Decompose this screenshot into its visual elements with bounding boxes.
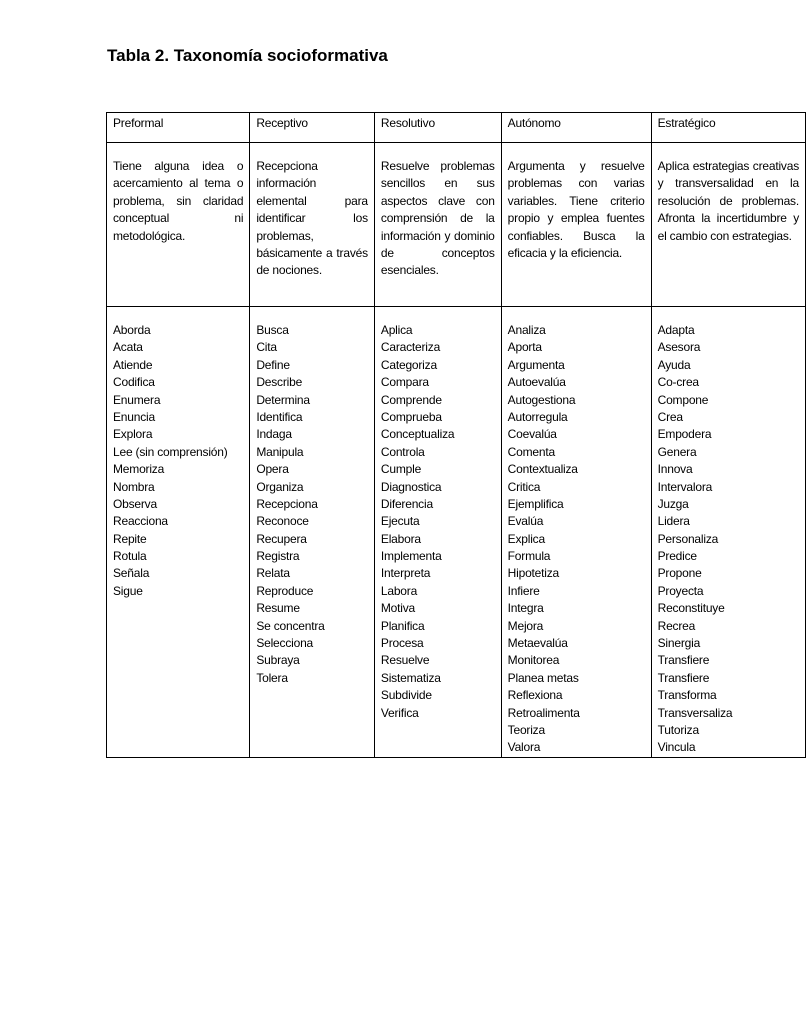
description-text: Resuelve problemas sencillos en sus aspectos clave con comprensión de la información y dominio de conceptos esenciales.	[380, 159, 495, 278]
verb-item: Diagnostica	[380, 479, 442, 494]
verb-item: Reconstituye	[657, 601, 725, 616]
header-label: Preformal	[113, 116, 164, 130]
verb-item: Codifica	[113, 375, 155, 390]
verbs-cell	[107, 307, 250, 758]
verb-item: Aplica	[380, 323, 413, 337]
verb-item: Procesa	[380, 636, 424, 651]
verb-item: Reacciona	[113, 514, 168, 529]
header-cell-estrategico	[651, 113, 805, 143]
verb-list	[256, 322, 368, 687]
verb-item: Contextualiza	[507, 462, 578, 477]
verb-item: Adapta	[657, 323, 695, 337]
verb-item: Lidera	[657, 514, 690, 529]
verb-item: Enuncia	[113, 409, 155, 424]
verb-item: Caracteriza	[380, 340, 441, 355]
verb-item: Comprueba	[380, 409, 442, 424]
verb-item: Observa	[113, 496, 157, 511]
description-text: Tiene alguna idea o acercamiento al tema o problema, sin claridad conceptual ni metodológica.	[113, 159, 244, 243]
verb-item: Controla	[380, 444, 425, 459]
verbs-row	[107, 307, 806, 758]
verb-item: Juzga	[657, 496, 689, 511]
verb-item: Recrea	[657, 618, 696, 633]
page-title: Tabla 2. Taxonomía socioformativa	[107, 46, 388, 65]
verb-list	[113, 322, 243, 600]
verb-item: Proyecta	[657, 583, 704, 598]
verb-item: Transfiere	[657, 670, 710, 685]
verb-item: Aporta	[507, 340, 542, 355]
verb-item: Explica	[507, 531, 545, 546]
verb-item: Planea metas	[507, 670, 579, 685]
verb-item: Propone	[657, 566, 702, 581]
verb-list	[508, 322, 645, 757]
verb-item: Sinergia	[657, 636, 701, 651]
verb-item: Predice	[657, 549, 697, 564]
verb-item: Implementa	[380, 549, 442, 564]
verb-item: Selecciona	[256, 636, 314, 651]
verb-item: Rotula	[113, 549, 147, 564]
verb-item: Innova	[657, 462, 693, 477]
verb-item: Coevalúa	[507, 427, 557, 442]
verb-item: Organiza	[256, 479, 304, 494]
verb-item: Categoriza	[380, 357, 437, 372]
verb-item: Resume	[256, 601, 300, 616]
verb-item: Enumera	[113, 392, 161, 407]
verb-item: Indaga	[256, 427, 292, 442]
verb-item: Compone	[657, 392, 709, 407]
verb-item: Crea	[657, 409, 683, 424]
verb-item: Atiende	[113, 357, 153, 372]
verb-item: Sigue	[113, 583, 143, 598]
verb-item: Registra	[256, 549, 300, 564]
verbs-cell	[250, 307, 375, 758]
header-label: Resolutivo	[380, 116, 435, 130]
verb-item: Describe	[256, 375, 303, 390]
verb-item: Elabora	[380, 531, 421, 546]
verb-item: Mejora	[507, 618, 544, 633]
verb-item: Nombra	[113, 479, 155, 494]
verb-item: Autoevalúa	[507, 375, 566, 390]
description-text: Aplica estrategias creativas y transversalidad en la resolución de problemas. Afronta la incertidumbre y el cambio con estrategias.	[657, 159, 799, 243]
verb-item: Interpreta	[380, 566, 431, 581]
description-text: Recepciona información elemental para identificar los problemas, básicamente a través de nociones.	[256, 159, 368, 278]
verb-item: Planifica	[380, 618, 425, 633]
verb-item: Transfiere	[657, 653, 710, 668]
verb-item: Verifica	[380, 705, 419, 720]
verb-item: Transversaliza	[657, 705, 733, 720]
verb-item: Acata	[113, 340, 143, 355]
verb-item: Labora	[380, 583, 418, 598]
verb-item: Comenta	[507, 444, 555, 459]
verb-item: Comprende	[380, 392, 442, 407]
description-cell	[651, 143, 805, 307]
verb-item: Hipotetiza	[507, 566, 560, 581]
taxonomy-table-container	[106, 112, 799, 755]
verb-item: Identifica	[256, 409, 303, 424]
verb-item: Tolera	[256, 670, 288, 685]
description-cell	[107, 143, 250, 307]
verb-item: Compara	[380, 375, 429, 390]
header-label: Receptivo	[256, 116, 308, 130]
verb-item: Tutoriza	[657, 722, 699, 737]
verb-item: Explora	[113, 427, 153, 442]
header-cell-receptivo	[250, 113, 375, 143]
verb-item: Conceptualiza	[380, 427, 455, 442]
verbs-cell	[501, 307, 651, 758]
verb-item: Lee (sin comprensión)	[113, 444, 228, 459]
verb-item: Memoriza	[113, 462, 165, 477]
verb-list	[658, 322, 799, 757]
verb-item: Señala	[113, 566, 150, 581]
verb-item: Ayuda	[657, 357, 691, 372]
header-cell-resolutivo	[374, 113, 501, 143]
verb-item: Reproduce	[256, 583, 314, 598]
verb-item: Recepciona	[256, 496, 318, 511]
verb-item: Asesora	[657, 340, 701, 355]
verb-item: Transforma	[657, 688, 717, 703]
verb-item: Define	[256, 357, 290, 372]
verb-item: Genera	[657, 444, 697, 459]
verb-item: Resuelve	[380, 653, 430, 668]
verb-item: Cumple	[380, 462, 422, 477]
verb-item: Diferencia	[380, 496, 433, 511]
verb-item: Valora	[507, 740, 541, 755]
verb-item: Determina	[256, 392, 310, 407]
table-header-row	[107, 113, 806, 143]
verbs-cell	[651, 307, 805, 758]
verb-item: Vincula	[657, 740, 696, 755]
verb-item: Autogestiona	[507, 392, 576, 407]
verb-item: Critica	[507, 479, 541, 494]
verb-item: Autorregula	[507, 409, 568, 424]
verb-item: Metaevalúa	[507, 636, 568, 651]
verb-item: Se concentra	[256, 618, 325, 633]
verb-list	[381, 322, 495, 722]
header-cell-preformal	[107, 113, 250, 143]
header-label: Autónomo	[507, 116, 561, 130]
verb-item: Integra	[507, 601, 544, 616]
header-label: Estratégico	[657, 116, 716, 130]
description-cell	[501, 143, 651, 307]
verb-item: Relata	[256, 566, 290, 581]
description-cell	[374, 143, 501, 307]
verb-item: Monitorea	[507, 653, 560, 668]
verb-item: Infiere	[507, 583, 540, 598]
header-cell-autonomo	[501, 113, 651, 143]
verb-item: Aborda	[113, 323, 151, 337]
verb-item: Manipula	[256, 444, 304, 459]
verb-item: Opera	[256, 462, 289, 477]
verb-item: Reflexiona	[507, 688, 563, 703]
verb-item: Motiva	[380, 601, 416, 616]
verb-item: Repite	[113, 531, 147, 546]
description-text: Argumenta y resuelve problemas con varias variables. Tiene criterio propio y emplea fuentes confiables. Busca la eficacia y la eficiencia.	[507, 159, 645, 261]
verb-item: Formula	[507, 549, 551, 564]
verb-item: Retroalimenta	[507, 705, 580, 720]
verb-item: Cita	[256, 340, 277, 355]
verb-item: Argumenta	[507, 357, 565, 372]
description-row	[107, 143, 806, 307]
verb-item: Teoriza	[507, 722, 545, 737]
verb-item: Intervalora	[657, 479, 713, 494]
verb-item: Ejemplifica	[507, 496, 564, 511]
verb-item: Subdivide	[380, 688, 432, 703]
verb-item: Reconoce	[256, 514, 309, 529]
verb-item: Analiza	[507, 323, 546, 337]
verb-item: Ejecuta	[380, 514, 420, 529]
verb-item: Empodera	[657, 427, 712, 442]
description-cell	[250, 143, 375, 307]
taxonomy-table	[106, 112, 806, 758]
verb-item: Personaliza	[657, 531, 719, 546]
verb-item: Sistematiza	[380, 670, 441, 685]
verb-item: Busca	[256, 323, 289, 337]
verbs-cell	[374, 307, 501, 758]
verb-item: Subraya	[256, 653, 300, 668]
verb-item: Evalúa	[507, 514, 544, 529]
verb-item: Co-crea	[657, 375, 699, 390]
verb-item: Recupera	[256, 531, 307, 546]
